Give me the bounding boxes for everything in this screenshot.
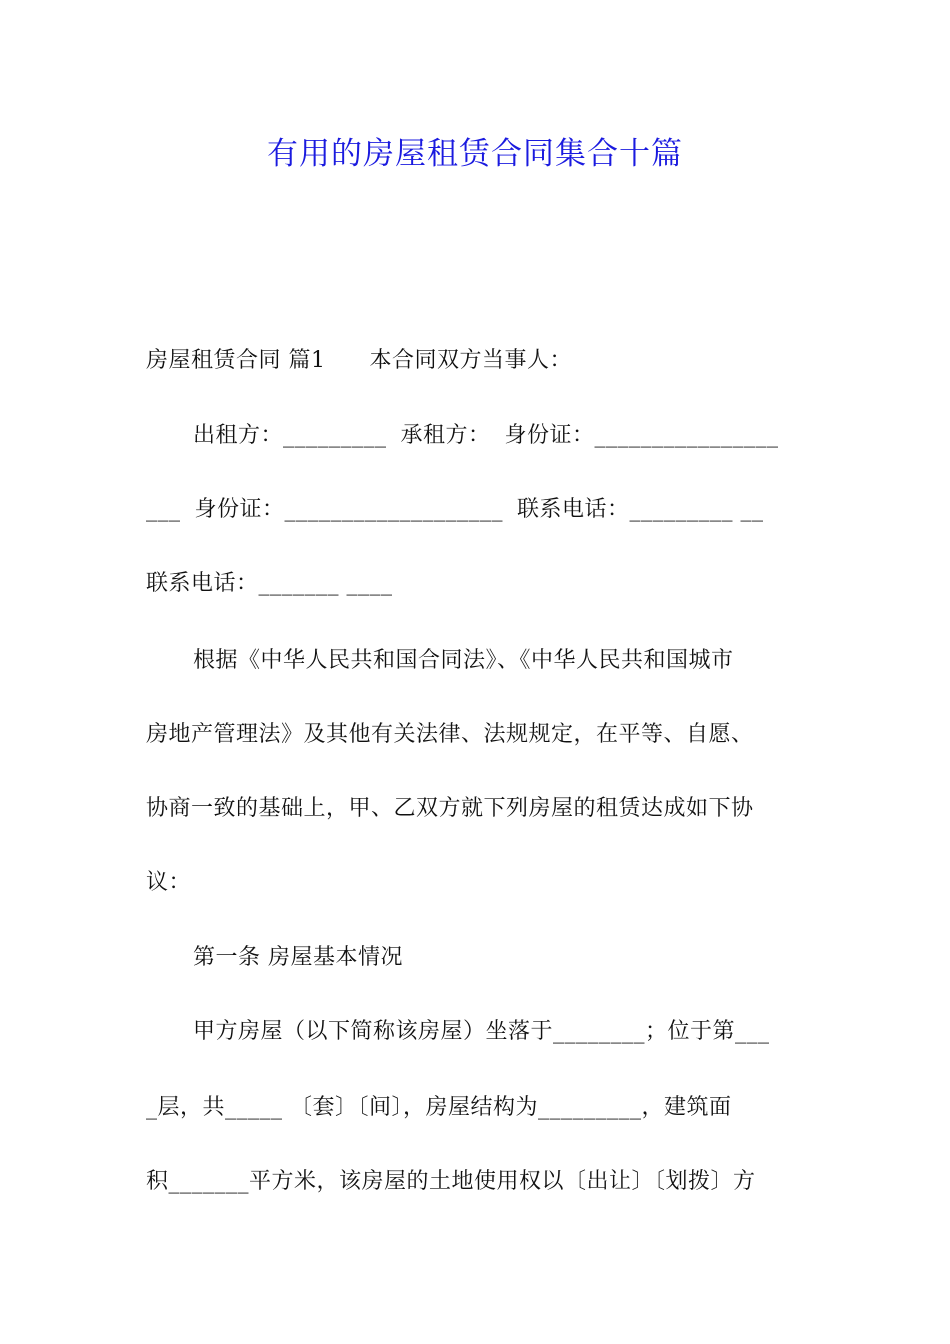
lessee-id-field: 身份证：___________________ — [194, 497, 504, 522]
lessee-field: 承租方： — [400, 423, 491, 448]
lessor-phone-field: 联系电话：_________ __ — [517, 497, 764, 522]
contract-section-title: 房屋租赁合同 篇1 — [146, 348, 326, 373]
paragraph-line: 根据《中华人民共和国合同法》、《中华人民共和国城市 — [193, 648, 734, 673]
paragraph-line: _层，共_____ 〔套〕〔间〕，房屋结构为_________，建筑面 — [146, 1095, 732, 1120]
paragraph-line: 积_______平方米，该房屋的土地使用权以〔出让〕〔划拨〕方 — [146, 1169, 756, 1194]
paragraph-line: 甲方房屋（以下简称该房屋）坐落于________；位于第___ — [193, 1019, 770, 1044]
paragraph-line: 协商一致的基础上，甲、乙双方就下列房屋的租赁达成如下协 — [146, 796, 754, 821]
blank-continuation: ___ — [146, 497, 181, 522]
lessee-phone-field: 联系电话：_______ ____ — [146, 571, 393, 596]
paragraph-line: 议： — [146, 870, 192, 895]
lessor-line — [193, 421, 811, 451]
parties-intro: 本合同双方当事人： — [369, 348, 573, 373]
lessee-phone-line — [146, 569, 811, 599]
contract-heading-line — [146, 346, 811, 376]
paragraph-line: 房地产管理法》及其他有关法律、法规规定，在平等、自愿、 — [146, 722, 754, 747]
document-title: 有用的房屋租赁合同集合十篇 — [267, 136, 683, 172]
lessor-id-field: 身份证：________________ — [504, 423, 779, 448]
lessor-field: 出租方：_________ — [193, 423, 387, 448]
article-heading: 第一条 房屋基本情况 — [193, 945, 403, 970]
id-phone-line — [146, 495, 811, 525]
